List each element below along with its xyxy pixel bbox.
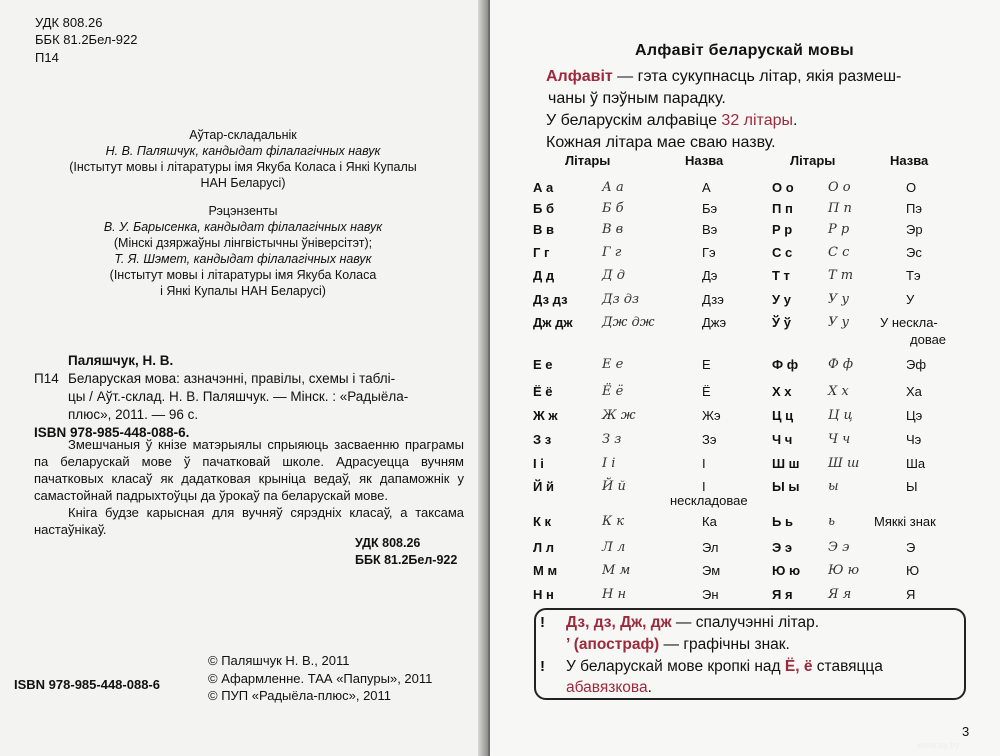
- note-2-term: ’ (апостраф): [566, 636, 660, 653]
- letter2-print-6: Ў ў: [772, 315, 791, 330]
- letter2-print-1: П п: [772, 201, 793, 216]
- isbn-bottom: ISBN 978-985-448-088-6: [14, 677, 160, 692]
- letter2-script-8: Х х: [828, 384, 849, 399]
- letter2-name-11: Ша: [906, 456, 926, 471]
- letter-script-3: Г г: [602, 245, 622, 260]
- letter-script-9: Ж ж: [602, 408, 636, 423]
- note-1-text: — спалучэнні літар.: [671, 614, 820, 631]
- letter-script-8: Ё ё: [602, 384, 624, 399]
- header-name-1: Назва: [685, 153, 724, 168]
- letter-name-13: Ка: [702, 514, 717, 529]
- header-letters-1: Літары: [565, 153, 611, 168]
- intro-term: Алфавіт: [546, 68, 613, 85]
- letter-print-5: Дз дз: [533, 292, 568, 307]
- note-3-emphasis: абавязкова: [566, 679, 648, 696]
- bib-line-3: плюс», 2011. — 96 с.: [68, 407, 199, 422]
- copyright-2: © Афармленне. ТАА «Папуры», 2011: [208, 670, 433, 686]
- letter-print-14: Л л: [533, 540, 554, 555]
- letter-name-short-i-sub: нескладовае: [670, 493, 748, 508]
- header-name-2: Назва: [890, 153, 929, 168]
- author-name: Н. В. Паляшчук, кандыдат філалагічных навук: [105, 144, 381, 158]
- intro-line-4: Кожная літара мае сваю назву.: [546, 134, 776, 151]
- author-line: [0, 143, 486, 159]
- letter-name-6: Джэ: [702, 315, 727, 330]
- letter-name-10: Зэ: [702, 432, 717, 447]
- letter2-name-8: Ха: [906, 384, 922, 399]
- alphabet-title: Алфавіт беларускай мовы: [635, 42, 854, 59]
- letter-print-13: К к: [533, 514, 552, 529]
- letter2-name-10: Чэ: [906, 432, 922, 447]
- letter-print-4: Д д: [533, 268, 555, 283]
- note-3-text-b: ставяцца: [812, 658, 883, 675]
- letter2-name-16: Я: [906, 587, 916, 602]
- letter2-script-2: Р р: [828, 222, 850, 237]
- letter-script-15: М м: [602, 563, 631, 578]
- letter2-print-2: Р р: [772, 222, 793, 237]
- letter-script-1: Б б: [602, 201, 624, 216]
- bbk-code: ББК 81.2Бел-922: [35, 32, 138, 47]
- annotation-paragraph-1: Змешчаныя ў кнізе матэрыялы спрыяюць засваенню праграмы па беларускай мове ў пачатковай школе. Адрасуецца вучням пачатковых класаў як дадатковая крыніца ведаў, як дапаможнік у самастойнай падрыхтоўцы да ўрокаў па беларускай мове.: [34, 437, 464, 503]
- letter-name-0: А: [702, 180, 711, 195]
- letter2-name-5: У: [906, 292, 915, 307]
- bib-line-2: цы / Аўт.-склад. Н. В. Паляшчук. — Мінск. : «Радыёла-: [68, 389, 409, 404]
- letter2-name-1: Пэ: [906, 201, 922, 216]
- letter-print-6: Дж дж: [533, 315, 573, 330]
- letter2-name-2: Эр: [906, 222, 923, 237]
- note-3-exclamation-icon: !: [540, 658, 545, 675]
- udk-code: УДК 808.26: [35, 15, 103, 30]
- letter-name-7: Е: [702, 357, 711, 372]
- reviewer-2-name: Т. Я. Шэмет, кандыдат філалагічных навук: [114, 252, 372, 266]
- letter2-print-13: Ь ь: [772, 514, 793, 529]
- classification-codes-bottom: [355, 535, 457, 569]
- letter2-script-0: О о: [828, 180, 851, 195]
- letter-name-15: Эм: [702, 563, 721, 578]
- letter2-print-15: Ю ю: [772, 563, 801, 578]
- reviewer-2-institution-1: (Інстытут мовы і літаратуры імя Якуба Коласа: [109, 268, 377, 282]
- author-institution-2: НАН Беларусі): [200, 176, 286, 190]
- letter2-name-15: Ю: [906, 563, 920, 578]
- letter2-name-9: Цэ: [906, 408, 923, 423]
- letter-script-10: З з: [602, 432, 622, 447]
- watermark: www.ay.by: [917, 740, 960, 750]
- left-page: [0, 0, 486, 756]
- letter-script-7: Е е: [602, 357, 624, 372]
- letter-print-9: Ж ж: [533, 408, 558, 423]
- letter2-print-9: Ц ц: [772, 408, 794, 423]
- letter2-name-6: У нескла-: [880, 315, 938, 330]
- reviewers-label: Рэцэнзенты: [208, 204, 278, 218]
- reviewer-1-line: [0, 219, 486, 235]
- letter2-print-12: Ы ы: [772, 479, 800, 494]
- letter-print-0: А а: [533, 180, 554, 195]
- note-3-term: Ё, ё: [784, 658, 813, 675]
- letter-print-2: В в: [533, 222, 554, 237]
- letter2-script-12: ы: [828, 479, 839, 494]
- letter2-script-13: ь: [828, 514, 836, 529]
- letter2-print-14: Э э: [772, 540, 793, 555]
- letter-name-4: Дэ: [702, 268, 718, 283]
- letter-name-12: І: [702, 479, 706, 494]
- letter2-name-3: Эс: [906, 245, 922, 260]
- classification-codes: [35, 14, 137, 66]
- letter2-script-1: П п: [828, 201, 852, 216]
- letter-name-9: Жэ: [702, 408, 721, 423]
- intro-line-2: чаны ў пэўным парадку.: [548, 90, 726, 107]
- reviewer-1-institution: (Мінскі дзяржаўны лінгвістычны ўніверсітэт);: [113, 236, 373, 250]
- letter-print-15: М м: [533, 563, 558, 578]
- reviewer-1-name: В. У. Барысенка, кандыдат філалагічных навук: [103, 220, 383, 234]
- copyright-3: © ПУП «Радыёла-плюс», 2011: [208, 688, 392, 703]
- note-3: [566, 656, 883, 677]
- letter2-script-10: Ч ч: [828, 432, 851, 447]
- letter2-print-11: Ш ш: [772, 456, 800, 471]
- letter2-name-14: Э: [906, 540, 916, 555]
- letter-name-14: Эл: [702, 540, 719, 555]
- letter-name-2: Вэ: [702, 222, 718, 237]
- letter-count: 32 літары: [721, 112, 793, 129]
- letter2-print-16: Я я: [772, 587, 793, 602]
- letter-script-2: В в: [602, 222, 624, 237]
- letter-script-6: Дж дж: [602, 315, 655, 330]
- note-3-line-2: [566, 677, 652, 698]
- bib-line-1: Беларуская мова: азначэнні, правілы, схемы і таблі-: [68, 371, 396, 386]
- letter-script-16: Н н: [602, 587, 627, 602]
- letter-print-11: І і: [533, 456, 544, 471]
- letter-script-11: І і: [602, 456, 616, 471]
- letter-script-13: К к: [602, 514, 624, 529]
- letter2-print-5: У у: [772, 292, 791, 307]
- letter2-script-7: Ф ф: [828, 357, 854, 372]
- intro-definition: — гэта сукупнасць літар, якія размеш-: [612, 68, 902, 85]
- letter2-name-0: О: [906, 180, 917, 195]
- p14-code: П14: [35, 50, 59, 65]
- reviewer-2-line: [0, 251, 486, 267]
- note-2: [566, 634, 790, 655]
- bib-isbn: ISBN 978-985-448-088-6.: [34, 425, 190, 440]
- letter2-name-short-u-sub: довае: [910, 332, 947, 347]
- page-number: 3: [962, 724, 970, 739]
- author-institution-1: (Інстытут мовы і літаратуры імя Якуба Коласа і Янкі Купалы: [69, 160, 417, 174]
- letter-script-4: Д д: [602, 268, 625, 283]
- letter-print-16: Н н: [533, 587, 554, 602]
- annotation-paragraph-2: Кніга будзе карысная для вучняў сярэдніх класаў, а таксама настаўнікаў.: [34, 505, 464, 537]
- header-letters-2: Літары: [790, 153, 836, 168]
- bib-code: П14: [34, 371, 59, 386]
- letter-print-1: Б б: [533, 201, 554, 216]
- alphabet-intro: [546, 66, 976, 154]
- letter-name-11: І: [702, 456, 706, 471]
- letter2-script-11: Ш ш: [828, 456, 860, 471]
- bbk-code-bottom: ББК 81.2Бел-922: [355, 553, 458, 567]
- letter-name-8: Ё: [702, 384, 711, 399]
- letter-print-3: Г г: [533, 245, 550, 260]
- letter-name-16: Эн: [702, 587, 719, 602]
- note-1-exclamation-icon: !: [540, 614, 545, 631]
- letter2-script-6: У у: [828, 315, 850, 330]
- letter-print-10: З з: [533, 432, 552, 447]
- note-2-text: — графічны знак.: [659, 636, 790, 653]
- letter2-print-7: Ф ф: [772, 357, 799, 372]
- letter2-print-4: Т т: [772, 268, 790, 283]
- intro-line-3: У беларускім алфавіце: [546, 112, 722, 129]
- bibliographic-record: [34, 352, 464, 442]
- letter-script-5: Дз дз: [602, 292, 640, 307]
- note-1: [566, 612, 819, 633]
- letter-print-12: Й й: [533, 479, 554, 494]
- letter2-name-4: Тэ: [906, 268, 921, 283]
- letter-print-8: Ё ё: [533, 384, 553, 399]
- letter2-script-3: С с: [828, 245, 850, 260]
- letter2-script-15: Ю ю: [828, 563, 860, 578]
- copyright-1: © Паляшчук Н. В., 2011: [208, 653, 350, 668]
- letter2-name-7: Эф: [906, 357, 927, 372]
- letter-script-12: Й й: [602, 479, 626, 494]
- letter-print-7: Е е: [533, 357, 553, 372]
- letter-name-3: Гэ: [702, 245, 716, 260]
- letter2-name-12: Ы: [906, 479, 918, 494]
- intro-line-3-end: .: [793, 112, 798, 129]
- annotation: [34, 436, 464, 538]
- note-3-end: .: [647, 679, 652, 696]
- letter2-print-8: Х х: [772, 384, 792, 399]
- udk-code-bottom: УДК 808.26: [355, 536, 421, 550]
- letter2-print-0: О о: [772, 180, 794, 195]
- letter2-script-16: Я я: [828, 587, 852, 602]
- bib-author: Паляшчук, Н. В.: [68, 353, 174, 368]
- letter2-script-9: Ц ц: [828, 408, 853, 423]
- letter-script-14: Л л: [602, 540, 626, 555]
- note-1-term: Дз, дз, Дж, дж: [566, 614, 672, 631]
- letter2-script-5: У у: [828, 292, 850, 307]
- letter2-name-13: Мяккі знак: [874, 514, 936, 529]
- letter-name-1: Бэ: [702, 201, 718, 216]
- letter-script-0: А а: [602, 180, 624, 195]
- copyright-block: [208, 652, 432, 705]
- letter2-script-14: Э э: [828, 540, 850, 555]
- author-label: Аўтар-складальнік: [189, 128, 297, 142]
- letter2-print-3: С с: [772, 245, 793, 260]
- letter2-print-10: Ч ч: [772, 432, 793, 447]
- letter2-script-4: Т т: [828, 268, 854, 283]
- reviewer-2-institution-2: і Янкі Купалы НАН Беларусі): [160, 284, 326, 298]
- letter-name-5: Дзэ: [702, 292, 724, 307]
- note-3-text-a: У беларускай мове кропкі над: [566, 658, 785, 675]
